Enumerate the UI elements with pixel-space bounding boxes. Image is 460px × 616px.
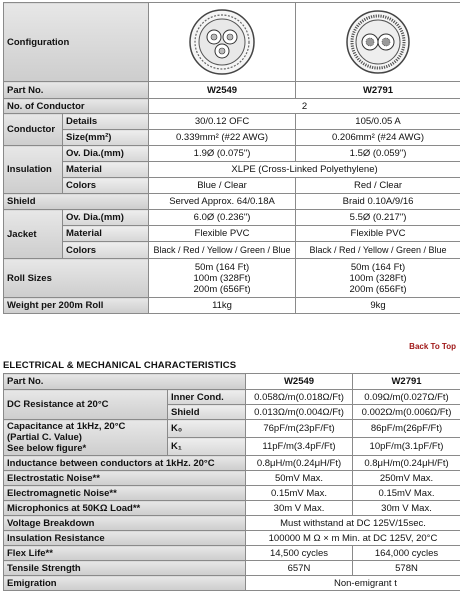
cell-value: Non-emigrant t — [246, 576, 460, 591]
cell-value: 0.339mm² (#22 AWG) — [149, 130, 296, 146]
cell-value: Flexible PVC — [296, 226, 460, 242]
cell-value: 14,500 cycles — [246, 546, 353, 561]
cell-value: Red / Clear — [296, 178, 460, 194]
cell-value: 0.8μH/m(0.24μH/Ft) — [353, 456, 460, 471]
cell-value: 0.15mV Max. — [353, 486, 460, 501]
model-header: W2791 — [353, 374, 460, 390]
capacitance-label — [4, 420, 168, 456]
cell-value: 0.013Ω/m(0.004Ω/Ft) — [246, 405, 353, 420]
conductor-label: Conductor — [4, 114, 63, 146]
roll-sizes-label: Roll Sizes — [4, 259, 149, 298]
roll-size: 100m (328Ft) — [193, 272, 251, 284]
capacitance-line: (Partial C. Value) — [7, 432, 82, 443]
flex-life-label: Flex Life** — [4, 546, 246, 561]
cell-value: 0.002Ω/m(0.006Ω/Ft) — [353, 405, 460, 420]
cell-value: 11pF/m(3.4pF/Ft) — [246, 438, 353, 456]
capacitance-line: See below figure* — [7, 443, 87, 454]
shield-label: Shield — [4, 194, 149, 210]
roll-size: 100m (328Ft) — [349, 272, 407, 284]
configuration-label: Configuration — [4, 3, 149, 82]
section-title: ELECTRICAL & MECHANICAL CHARACTERISTICS — [3, 360, 237, 371]
cell-value: 0.206mm² (#24 AWG) — [296, 130, 460, 146]
voltage-breakdown-label: Voltage Breakdown — [4, 516, 246, 531]
em-table — [3, 373, 460, 591]
cell-value: 0.09Ω/m(0.027Ω/Ft) — [353, 390, 460, 405]
cell-value: 164,000 cycles — [353, 546, 460, 561]
od-label: Ov. Dia.(mm) — [63, 146, 149, 162]
insulation-label: Insulation — [4, 146, 63, 194]
insulation-resistance-label: Insulation Resistance — [4, 531, 246, 546]
model-header: W2549 — [149, 82, 296, 99]
cable-cross-section-icon — [188, 8, 256, 76]
cable-diagram-w2791 — [296, 3, 460, 82]
inner-cond-label: Inner Cond. — [168, 390, 246, 405]
cell-value: 5.5Ø (0.217") — [296, 210, 460, 226]
cell-value: 30m V Max. — [353, 501, 460, 516]
cell-value: Served Approx. 64/0.18A — [149, 194, 296, 210]
cell-value: Must withstand at DC 125V/15sec. — [246, 516, 460, 531]
cell-value: Blue / Clear — [149, 178, 296, 194]
details-label: Details — [63, 114, 149, 130]
roll-size: 200m (656Ft) — [193, 283, 251, 295]
size-label: Size(mm²) — [63, 130, 149, 146]
part-no-label: Part No. — [4, 374, 246, 390]
dc-resistance-label: DC Resistance at 20°C — [4, 390, 168, 420]
model-header: W2791 — [296, 82, 460, 99]
emigration-label: Emigration — [4, 576, 246, 591]
roll-size: 200m (656Ft) — [349, 283, 407, 295]
cell-value: 30m V Max. — [246, 501, 353, 516]
inductance-label: Inductance between conductors at 1kHz. 20°C — [4, 456, 246, 471]
material-label: Material — [63, 162, 149, 178]
roll-size: 50m (164 Ft) — [194, 261, 250, 273]
roll-sizes-w2791 — [296, 259, 460, 298]
cell-value: 9kg — [296, 298, 460, 314]
cell-value: 11kg — [149, 298, 296, 314]
electrostatic-noise-label: Electrostatic Noise** — [4, 471, 246, 486]
cable-cross-section-icon — [345, 9, 411, 75]
cell-value: 50mV Max. — [246, 471, 353, 486]
capacitance-line: Capacitance at 1kHz, 20°C — [7, 421, 126, 432]
part-no-label: Part No. — [4, 82, 149, 99]
shield-label: Shield — [168, 405, 246, 420]
spec-table — [3, 2, 460, 314]
no-of-conductor-value: 2 — [149, 99, 460, 114]
electromagnetic-noise-label: Electromagnetic Noise** — [4, 486, 246, 501]
cell-value: 0.8μH/m(0.24μH/Ft) — [246, 456, 353, 471]
microphonics-label: Microphonics at 50KΩ Load** — [4, 501, 246, 516]
roll-sizes-w2549 — [149, 259, 296, 298]
roll-size: 50m (164 Ft) — [350, 261, 406, 273]
cell-value: 250mV Max. — [353, 471, 460, 486]
od-label: Ov. Dia.(mm) — [63, 210, 149, 226]
weight-label: Weight per 200m Roll — [4, 298, 149, 314]
cell-value: 657N — [246, 561, 353, 576]
cell-value: 6.0Ø (0.236") — [149, 210, 296, 226]
tensile-strength-label: Tensile Strength — [4, 561, 246, 576]
cell-value: 10pF/m(3.1pF/Ft) — [353, 438, 460, 456]
colors-label: Colors — [63, 242, 149, 259]
cell-value: Braid 0.10A/9/16 — [296, 194, 460, 210]
cell-value: 100000 M Ω × m Min. at DC 125V, 20°C — [246, 531, 460, 546]
cell-value: 578N — [353, 561, 460, 576]
cell-value: XLPE (Cross-Linked Polyethylene) — [149, 162, 460, 178]
cell-value: 30/0.12 OFC — [149, 114, 296, 130]
cell-value: 86pF/m(26pF/Ft) — [353, 420, 460, 438]
cell-value: 105/0.05 A — [296, 114, 460, 130]
colors-label: Colors — [63, 178, 149, 194]
cell-value: 1.5Ø (0.059") — [296, 146, 460, 162]
back-to-top-link[interactable]: Back To Top — [409, 342, 456, 351]
k0-label: K₀ — [168, 420, 246, 438]
cable-diagram-w2549 — [149, 3, 296, 82]
cell-value: 0.15mV Max. — [246, 486, 353, 501]
cell-value: 1.9Ø (0.075") — [149, 146, 296, 162]
cell-value: Flexible PVC — [149, 226, 296, 242]
material-label: Material — [63, 226, 149, 242]
k1-label: K₁ — [168, 438, 246, 456]
configuration-row — [4, 3, 460, 82]
cell-value: 76pF/m(23pF/Ft) — [246, 420, 353, 438]
model-header: W2549 — [246, 374, 353, 390]
cell-value: 0.058Ω/m(0.018Ω/Ft) — [246, 390, 353, 405]
no-of-conductor-label: No. of Conductor — [4, 99, 149, 114]
cell-value: Black / Red / Yellow / Green / Blue — [296, 242, 460, 259]
jacket-label: Jacket — [4, 210, 63, 259]
cell-value: Black / Red / Yellow / Green / Blue — [149, 242, 296, 259]
